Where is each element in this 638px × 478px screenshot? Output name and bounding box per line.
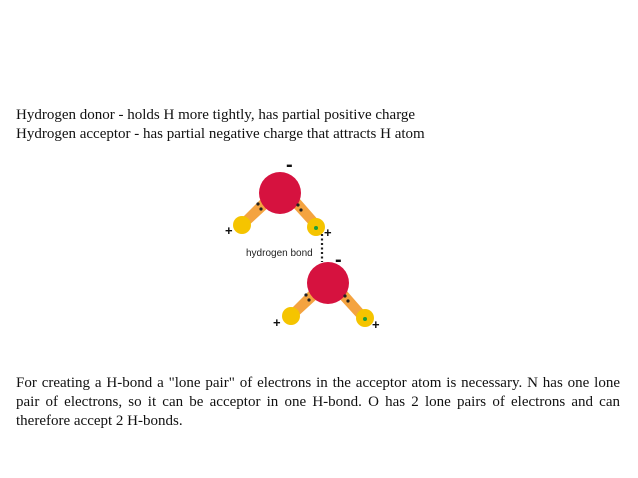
lone-pair-electron [256,202,259,205]
negative-charge-bottom: - [335,249,342,271]
hydrogen-donor-definition: Hydrogen donor - holds H more tightly, has partial positive charge [16,107,416,123]
bonded-electron-top [314,226,318,230]
water-molecule-bottom [273,249,380,332]
hydrogen-bond-label: hydrogen bond [246,248,313,259]
hydrogen-acceptor-definition: Hydrogen acceptor - has partial negative charge that attracts H atom [16,126,425,142]
lone-pair-electron [307,298,310,301]
lone-pair-electron [259,207,262,210]
lone-pair-electron [346,299,349,302]
hydrogen-bond [246,234,322,262]
lone-pair-electron [296,203,299,206]
hydrogen-atom-top-left [233,216,251,234]
positive-charge-bottom-left: + [273,315,281,330]
water-molecule-top [225,154,332,240]
lone-pair-electron [299,208,302,211]
bonded-electron-bottom [363,317,367,321]
positive-charge-bottom-right: + [372,317,380,332]
lone-pair-electron [304,293,307,296]
negative-charge-top: - [286,154,293,176]
positive-charge-top-right: + [324,225,332,240]
lone-pair-electron [343,294,346,297]
oxygen-atom-bottom [307,262,349,304]
positive-charge-top-left: + [225,223,233,238]
lone-pair-explanation: For creating a H-bond a "lone pair" of electrons in the acceptor atom is necessary. N has one lone pair of electrons, so it can be acceptor in one H-bond. O has 2 lone pairs of electrons and can therefore accept 2 H-bonds. [16,375,620,429]
oxygen-atom-top [259,172,301,214]
hydrogen-atom-bottom-left [282,307,300,325]
